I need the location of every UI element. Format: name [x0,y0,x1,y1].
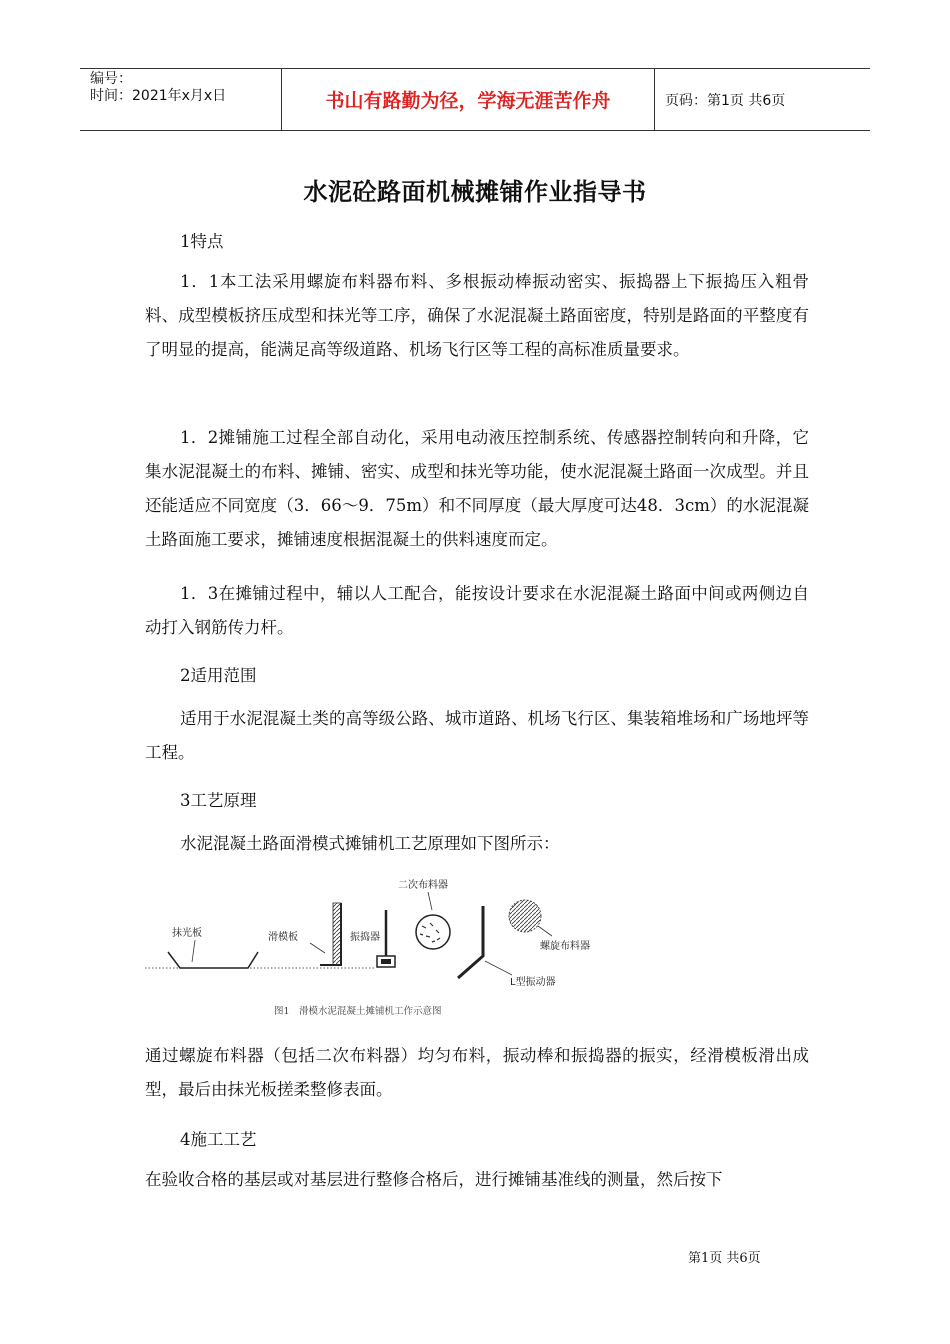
label-tamper: 振捣器 [350,932,380,943]
paragraph-4: 在验收合格的基层或对基层进行整修合格后，进行摊铺基准线的测量，然后按下 [145,1170,723,1189]
slipform-hatched-wall [333,903,341,965]
leader-secondary [428,892,432,910]
paragraph-3-after: 通过螺旋布料器（包括二次布料器）均匀布料，振动棒和振捣器的振实，经滑模板滑出成型，最后由抹光板搓柔整修表面。 [145,1046,809,1099]
process-diagram [140,868,660,1028]
secondary-distributor-circle [416,915,450,949]
figure-caption: 图1 滑模水泥混凝土摊铺机工作示意图 [274,1006,442,1017]
header-table [80,68,870,131]
tamper-foot-inner [381,959,391,964]
label-vibrator: L型振动器 [510,977,556,988]
time-label: 时间：2021年x月x日 [90,88,227,104]
leader-slipform [310,943,325,953]
process-diagram-svg [140,868,660,1028]
label-screw: 螺旋布料器 [540,941,590,952]
label-trowel: 抹光板 [172,928,202,939]
footer-page-number: 第1页 共6页 [688,1251,761,1266]
label-slipform: 滑模板 [268,932,298,943]
leader-vibrator [485,961,512,975]
number-label: 编号： [90,71,132,87]
label-secondary: 二次布料器 [398,880,448,891]
leader-trowel [192,940,195,962]
section-heading-3: 3工艺原理 [180,791,257,810]
leader-screw [538,926,552,936]
section-heading-1: 1特点 [180,232,224,251]
screw-distributor-circle [509,900,541,932]
paragraph-1-3: 1．3在摊铺过程中，辅以人工配合，能按设计要求在水泥混凝土路面中间或两侧边自动打入钢筋传力杆。 [145,584,809,637]
header-meta [80,69,282,130]
trowel-plate-shape [168,952,258,968]
paragraph-1-1: 1．1本工法采用螺旋布料器布料、多根振动棒振动密实、振捣器上下振捣压入粗骨料、成型模板挤压成型和抹光等工序，确保了水泥混凝土路面密度，特别是路面的平整度有了明显的提高，能满足高等级道路、机场飞行区等工程的高标准质量要求。 [145,272,809,359]
l-vibrator-shape [458,906,483,978]
header-motto: 书山有路勤为径，学海无涯苦作舟 [282,69,655,130]
paragraph-2: 适用于水泥混凝土类的高等级公路、城市道路、机场飞行区、集装箱堆场和广场地坪等工程。 [145,709,809,762]
paragraph-3: 水泥混凝土路面滑模式摊铺机工艺原理如下图所示： [180,834,560,853]
document-title: 水泥砼路面机械摊铺作业指导书 [303,178,647,206]
paragraph-1-2: 1．2摊铺施工过程全部自动化，采用电动液压控制系统、传感器控制转向和升降，它集水泥混凝土的布料、摊铺、密实、成型和抹光等功能，使水泥混凝土路面一次成型。并且还能适应不同宽度（3．66～9．75m）和不同厚度（最大厚度可达48．3cm）的水泥混凝土路面施工要求，摊铺速度根据混凝土的供料速度而定。 [145,428,809,549]
section-heading-2: 2适用范围 [180,666,257,685]
section-heading-4: 4施工工艺 [180,1130,257,1149]
header-page-label: 页码：第1页 共6页 [665,92,786,109]
